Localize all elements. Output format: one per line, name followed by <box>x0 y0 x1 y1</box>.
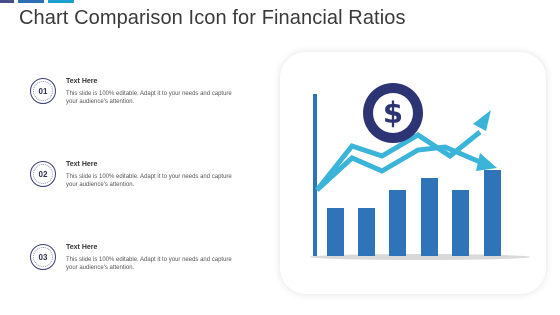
slide-title: Chart Comparison Icon for Financial Ratios <box>19 7 406 29</box>
accent-segment <box>48 0 74 3</box>
number-badge <box>30 161 56 187</box>
item-title: Text Here <box>66 244 98 251</box>
item-description: This slide is 100% editable. Adapt it to your needs and capture your audience's attention. <box>66 91 232 105</box>
item-title: Text Here <box>66 78 98 85</box>
illustration-card <box>280 52 546 294</box>
accent-segment <box>0 0 14 3</box>
badge-number: 01 <box>38 86 48 96</box>
number-badge <box>30 244 56 270</box>
badge-number: 03 <box>38 252 48 262</box>
bar-chart-with-dollar-coin-icon <box>280 52 546 294</box>
bar-icon <box>327 208 344 256</box>
bar-icon <box>484 170 501 256</box>
trend-arrowhead-icon <box>473 110 491 131</box>
number-badge <box>30 78 56 104</box>
list-item <box>30 244 270 280</box>
item-description: This slide is 100% editable. Adapt it to your needs and capture your audience's attention. <box>66 257 232 271</box>
accent-segment <box>18 0 44 3</box>
badge-number: 02 <box>38 169 48 179</box>
item-description: This slide is 100% editable. Adapt it to your needs and capture your audience's attention. <box>66 174 232 188</box>
trend-arrowhead-icon <box>476 153 497 171</box>
bar-icon <box>389 190 406 256</box>
y-axis-icon <box>313 94 317 256</box>
bar-icon <box>421 178 438 256</box>
dollar-symbol: $ <box>382 96 404 130</box>
trend-line-icon <box>317 147 480 190</box>
top-accent-bar <box>0 0 74 3</box>
bar-icon <box>452 190 469 256</box>
bar-icon <box>358 208 375 256</box>
list-item <box>30 161 270 197</box>
list-item <box>30 78 270 114</box>
item-title: Text Here <box>66 161 98 168</box>
